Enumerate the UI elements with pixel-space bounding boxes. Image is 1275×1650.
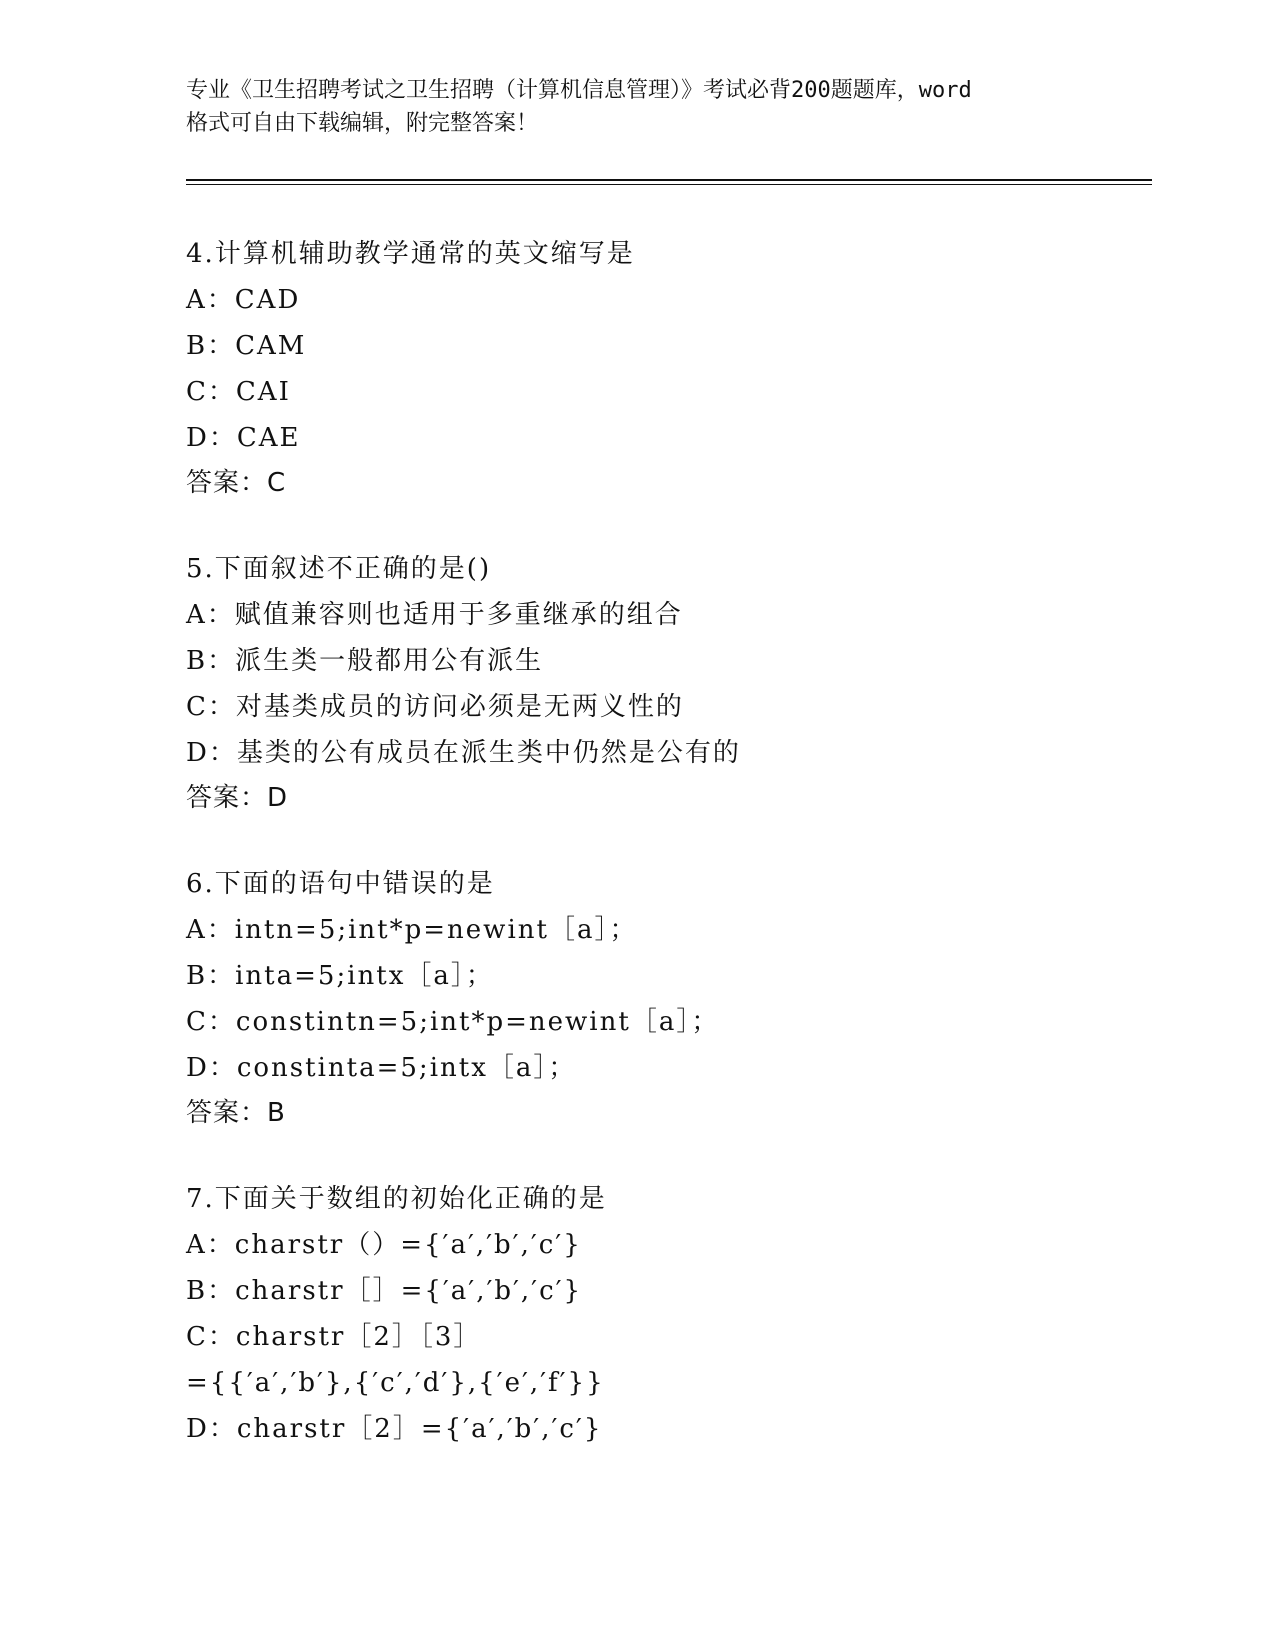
question-7 <box>186 1176 1146 1452</box>
option-a: A：赋值兼容则也适用于多重继承的组合 <box>186 600 683 630</box>
option-d: D：constinta=5;intx［a］； <box>186 1053 577 1083</box>
answer-label: 答案：B <box>186 1098 286 1128</box>
answer-label: 答案：D <box>186 783 289 813</box>
option-c-continued: ={{′a′,′b′},{′c′,′d′},{′e′,′f′}} <box>186 1368 605 1398</box>
option-b: B：派生类一般都用公有派生 <box>186 646 544 676</box>
option-d: D：基类的公有成员在派生类中仍然是公有的 <box>186 738 741 768</box>
header-line-2: 格式可自由下载编辑，附完整答案！ <box>186 111 539 136</box>
option-d: D：charstr［2］={′a′,′b′,′c′} <box>186 1414 603 1444</box>
option-c: C：constintn=5;int*p=newint［a］； <box>186 1007 720 1037</box>
question-6 <box>186 861 1146 1135</box>
header-rule-thin <box>186 184 1152 185</box>
option-c: C：charstr［2］［3］ <box>186 1322 482 1352</box>
option-b: B：CAM <box>186 331 307 361</box>
option-a: A：charstr（）={′a′,′b′,′c′} <box>186 1230 582 1260</box>
question-stem: 5.下面叙述不正确的是() <box>186 554 492 584</box>
option-b: B：inta=5;intx［a］； <box>186 961 494 991</box>
option-d: D：CAE <box>186 423 301 453</box>
answer-label: 答案：C <box>186 468 287 498</box>
document-header <box>186 74 1086 140</box>
question-5 <box>186 546 1146 820</box>
option-a: A：CAD <box>186 285 301 315</box>
option-c: C：对基类成员的访问必须是无两义性的 <box>186 692 684 722</box>
question-stem: 7.下面关于数组的初始化正确的是 <box>186 1184 607 1214</box>
question-stem: 4.计算机辅助教学通常的英文缩写是 <box>186 239 635 269</box>
question-stem: 6.下面的语句中错误的是 <box>186 869 495 899</box>
option-a: A：intn=5;int*p=newint［a］； <box>186 915 638 945</box>
option-c: C：CAI <box>186 377 291 407</box>
option-b: B：charstr［］={′a′,′b′,′c′} <box>186 1276 583 1306</box>
question-4 <box>186 231 1146 505</box>
header-line-1: 专业《卫生招聘考试之卫生招聘（计算机信息管理）》考试必背200题题库，word <box>186 78 972 103</box>
header-rule-thick <box>186 179 1152 181</box>
